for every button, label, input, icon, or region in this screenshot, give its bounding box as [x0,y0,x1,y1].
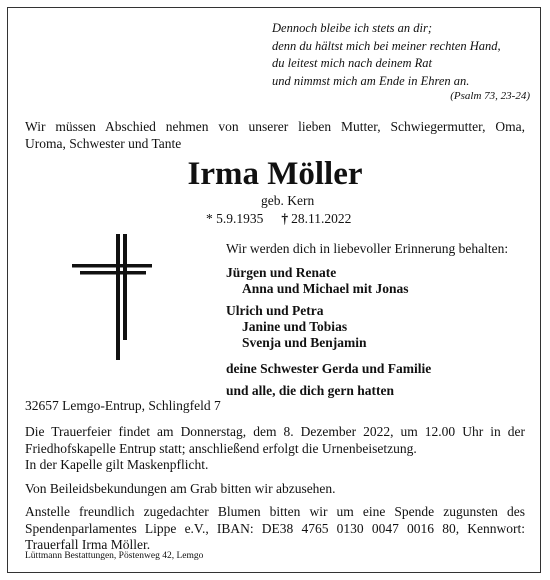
maiden-name: geb. Kern [261,193,315,208]
deceased-name: Irma Möller [187,156,363,192]
mourner-entry: Svenja und Benjamin [242,335,367,350]
donation-notice: Anstelle freundlich zugedachter Blumen bitten wir um eine Spende zugunsten des Spendenparlamentes Lippe e.V., IBAN: DE38 4765 0130 0047 0016 80, Kennwort: Trauerfall Irma Möller. [25,504,525,552]
death-symbol: † [281,211,289,226]
mourner-entry: deine Schwester Gerda und Familie [226,361,432,376]
cross-icon [72,234,152,360]
mourner-entry: Anna und Michael mit Jonas [242,281,409,296]
psalm-line: Dennoch bleibe ich stets an dir; [272,21,433,35]
notices [25,424,525,561]
funeral-home-footer: Lüttmann Bestattungen, Pöstenweg 42, Lemgo [25,551,204,561]
funeral-notice [25,424,525,474]
life-dates [206,211,351,227]
psalm-line: und nimmst mich am Ende in Ehren an. [272,73,470,88]
family-address: 32657 Lemgo-Entrup, Schlingfeld 7 [25,398,221,413]
death-date: 28.11.2022 [291,211,352,226]
psalm-line: du leitest mich nach deinem Rat [272,56,433,70]
mourner-entry: Jürgen und Renate [226,265,337,280]
mourner-entry: Ulrich und Petra [226,303,324,318]
condolence-notice: Von Beileidsbekundungen am Grab bitten wir abzusehen. [25,480,336,496]
mask-text: In der Kapelle gilt Maskenpflicht. [25,457,209,472]
psalm-line: denn du hältst mich bei meiner rechten Hand, [272,38,501,53]
intro-text [25,118,525,152]
psalm-quote [272,20,501,90]
intro-line: Wir müssen Abschied nehmen von unserer lieben Mutter, Schwiegermutter, Oma, [25,119,525,134]
funeral-text: Die Trauerfeier findet am Donnerstag, dem 8. Dezember 2022, um 12.00 Uhr in der Friedhofskapelle Entrup statt; anschließend erfolgt die Urnenbeisetzung. [25,424,525,456]
memory-line: Wir werden dich in liebevoller Erinnerung behalten: [226,241,509,256]
mourners-list [226,265,431,399]
intro-line: Uroma, Schwester und Tante [25,136,182,151]
birth-date: * 5.9.1935 [206,211,264,226]
mourner-entry: und alle, die dich gern hatten [226,383,395,398]
mourner-entry: Janine und Tobias [242,319,348,334]
psalm-reference: (Psalm 73, 23-24) [450,90,530,102]
